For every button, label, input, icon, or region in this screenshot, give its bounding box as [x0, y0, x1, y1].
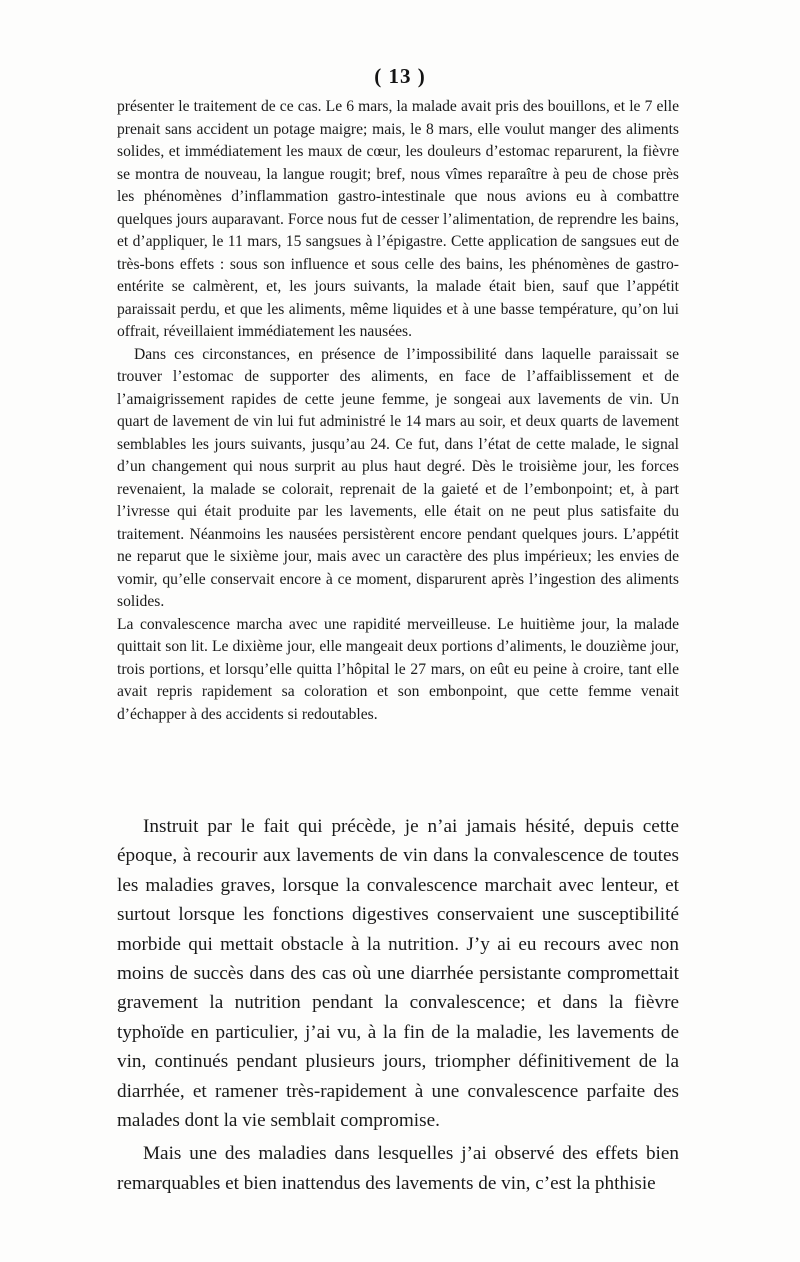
paragraph-phthisie: Mais une des maladies dans lesquelles j’ai observé des effets bien remarquables et bien inattendus des lavements de vin, c’est la phthisie [117, 1143, 679, 1194]
paragraph-convalescence: La convalescence marcha avec une rapidité merveilleuse. Le huitième jour, la malade quittait son lit. Le dixième jour, elle mangeait deux portions d’aliments, le douzième jour, trois portions, et lorsqu’elle quitta l’hôpital le 27 mars, on eût eu peine à croire, tant elle avait repris rapidement sa coloration et son embonpoint, que cette femme venait d’échapper à des accidents si redoutables. [117, 615, 679, 723]
paragraph-wine-enemas: Dans ces circonstances, en présence de l’impossibilité dans laquelle paraissait se trouver l’estomac de supporter des aliments, en face de l’affaiblissement et de l’amaigrissement rapides de cette jeune femme, je songeai aux lavements de vin. Un quart de lavement de vin lui fut administré le 14 mars au soir, et deux quarts de lavement semblables les jours suivants, jusqu’au 24. Ce fut, dans l’état de cette malade, le signal d’un changement qui nous surprit au plus haut degré. Dès le troisième jour, les forces revenaient, la malade se colorait, reprenait de la gaieté et de l’embonpoint; et, à part l’ivresse qui était produite par les lavements, elle était on ne peut plus satisfaite du traitement. Néanmoins les nausées persistèrent encore pendant quelques jours. L’appétit ne reparut que le sixième jour, mais avec un caractère des plus impérieux; les envies de vomir, qu’elle conservait encore à ce moment, disparurent après l’ingestion des aliments solides. [117, 345, 679, 610]
paragraph-instruit: Instruit par le fait qui précède, je n’ai jamais hésité, depuis cette époque, à recourir aux lavements de vin dans la convalescence de toutes les maladies graves, lorsque la convalescence marchait avec lenteur, et surtout lorsque les fonctions digestives conservaient une susceptibilité morbide qui mettait obstacle à la nutrition. J’y ai eu recours avec non moins de succès dans des cas où une diarrhée persistante compromettait gravement la nutrition pendant la convalescence; et dans la fièvre typhoïde en particulier, j’ai vu, à la fin de la maladie, les lavements de vin, continués pendant plusieurs jours, triompher définitivement de la diarrhée, et ramener très-rapidement à une convalescence parfaite des malades dont la vie semblait compromise. [117, 816, 679, 1132]
case-report-text [117, 96, 679, 726]
main-text [117, 812, 679, 1198]
paragraph-case-continuation: présenter le traitement de ce cas. Le 6 mars, la malade avait pris des bouillons, et le 7 elle prenait sans accident un potage maigre; mais, le 8 mars, elle voulut manger des aliments solides, et immédiatement les maux de cœur, les douleurs d’estomac reparurent, la fièvre se montra de nouveau, la langue rougit; bref, nous vîmes reparaître à peu de chose près les phénomènes d’inflammation gastro-intestinale que nous avions eu à combattre quelques jours auparavant. Force nous fut de cesser l’alimentation, de reprendre les bains, et d’appliquer, le 11 mars, 15 sangsues à l’épigastre. Cette application de sangsues eut de très-bons effets : sous son influence et sous celle des bains, les phénomènes de gastro-entérite se calmèrent, et, les jours suivants, la malade était bien, sauf que l’appétit paraissait perdu, et que les aliments, même liquides et à une basse température, qu’on lui offrait, réveillaient immédiatement les nausées. [117, 98, 679, 340]
page-number: ( 13 ) [374, 64, 426, 88]
